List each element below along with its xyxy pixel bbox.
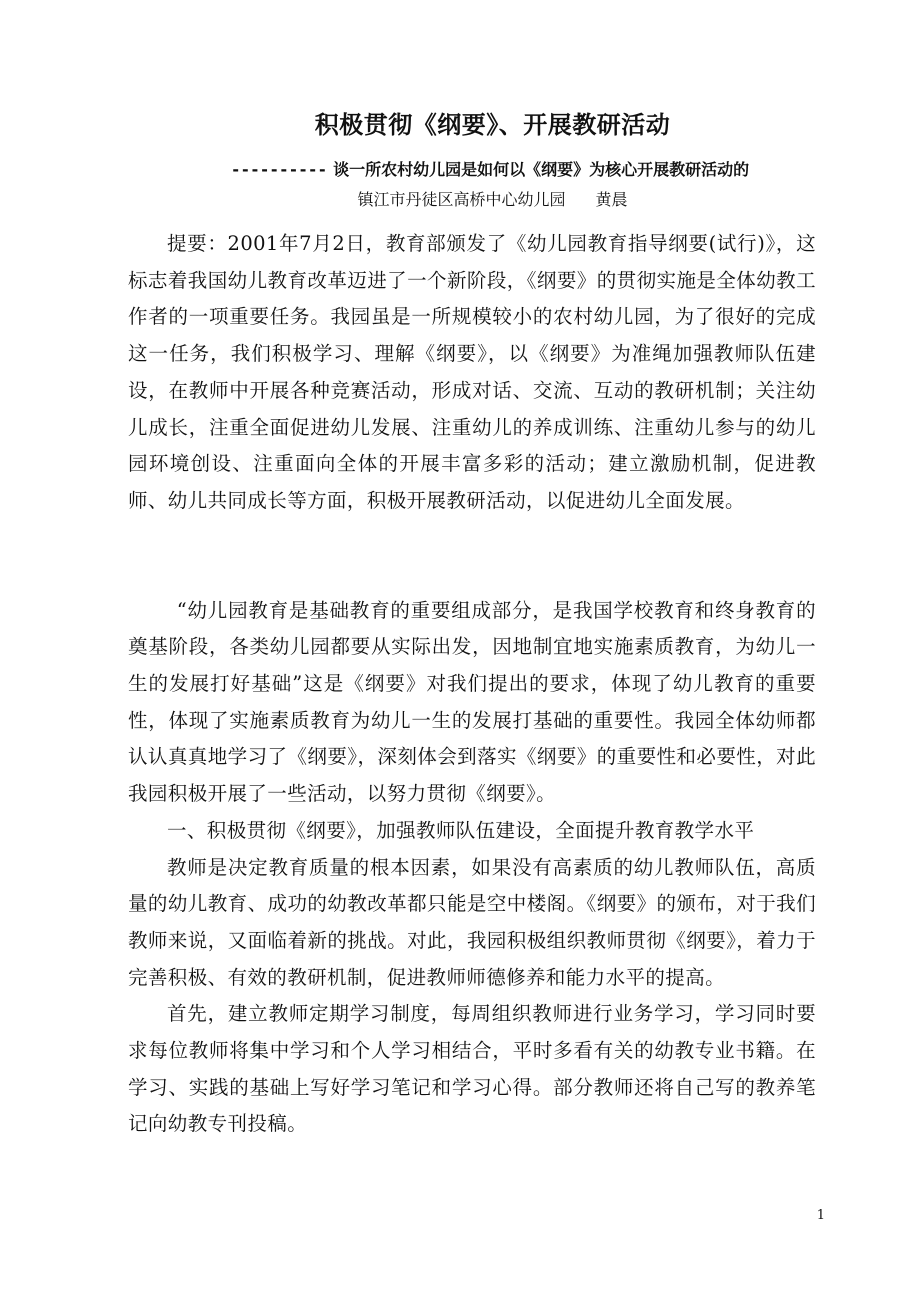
body-paragraph: 首先，建立教师定期学习制度，每周组织教师进行业务学习，学习同时要求每位教师将集中学习和个人学习相结合，平时多看有关的幼教专业书籍。在学习、实践的基础上写好学习笔记和学习心得。部分教师还将自己写的教养笔记向幼教专刊投稿。 <box>128 1002 816 1136</box>
page-number: 1 <box>816 1208 825 1223</box>
document-subtitle <box>0 158 920 182</box>
article-body <box>128 226 816 1143</box>
document-title: 积极贯彻《纲要》、开展教研活动 <box>314 111 671 139</box>
byline <box>0 188 920 212</box>
body-paragraph: 教师是决定教育质量的根本因素，如果没有高素质的幼儿教师队伍，高质量的幼儿教育、成功的幼教改革都只能是空中楼阁。《纲要》的颁布，对于我们教师来说，又面临着新的挑战。对此，我园积极组织教师贯彻《纲要》，着力于完善积极、有效的教研机制，促进教师师德修养和能力水平的提高。 <box>128 855 816 989</box>
subtitle-text: 谈一所农村幼儿园是如何以《纲要》为核心开展教研活动的 <box>333 160 750 179</box>
body-paragraph: “幼儿园教育是基础教育的重要组成部分，是我国学校教育和终身教育的奠基阶段，各类幼儿园都要从实际出发，因地制宜地实施素质教育，为幼儿一生的发展打好基础”这是《纲要》对我们提出的要求，体现了幼儿教育的重要性，体现了实施素质教育为幼儿一生的发展打基础的重要性。我园全体幼师都认认真真地学习了《纲要》，深刻体会到落实《纲要》的重要性和必要性，对此我园积极开展了一些活动，以努力贯彻《纲要》。 <box>128 598 816 806</box>
section-heading: 一、积极贯彻《纲要》，加强教师队伍建设，全面提升教育教学水平 <box>167 818 755 842</box>
abstract-paragraph: 提要：2001年7月2日，教育部颁发了《幼儿园教育指导纲要(试行)》，这标志着我国幼儿教育改革迈进了一个新阶段，《纲要》的贯彻实施是全体幼教工作者的一项重要任务。我园虽是一所规模较小的农村幼儿园，为了很好的完成这一任务，我们积极学习、理解《纲要》，以《纲要》为准绳加强教师队伍建设，在教师中开展各种竞赛活动，形成对话、交流、互动的教研机制；关注幼儿成长，注重全面促进幼儿发展、注重幼儿的养成训练、注重幼儿参与的幼儿园环境创设、注重面向全体的开展丰富多彩的活动；建立激励机制，促进教师、幼儿共同成长等方面，积极开展教研活动，以促进幼儿全面发展。 <box>128 232 816 512</box>
subtitle-dashes: ---------- <box>230 160 328 179</box>
byline-author: 黄晨 <box>595 190 628 209</box>
paragraph-spacer <box>128 520 816 593</box>
byline-organization: 镇江市丹徒区高桥中心幼儿园 <box>357 190 566 209</box>
